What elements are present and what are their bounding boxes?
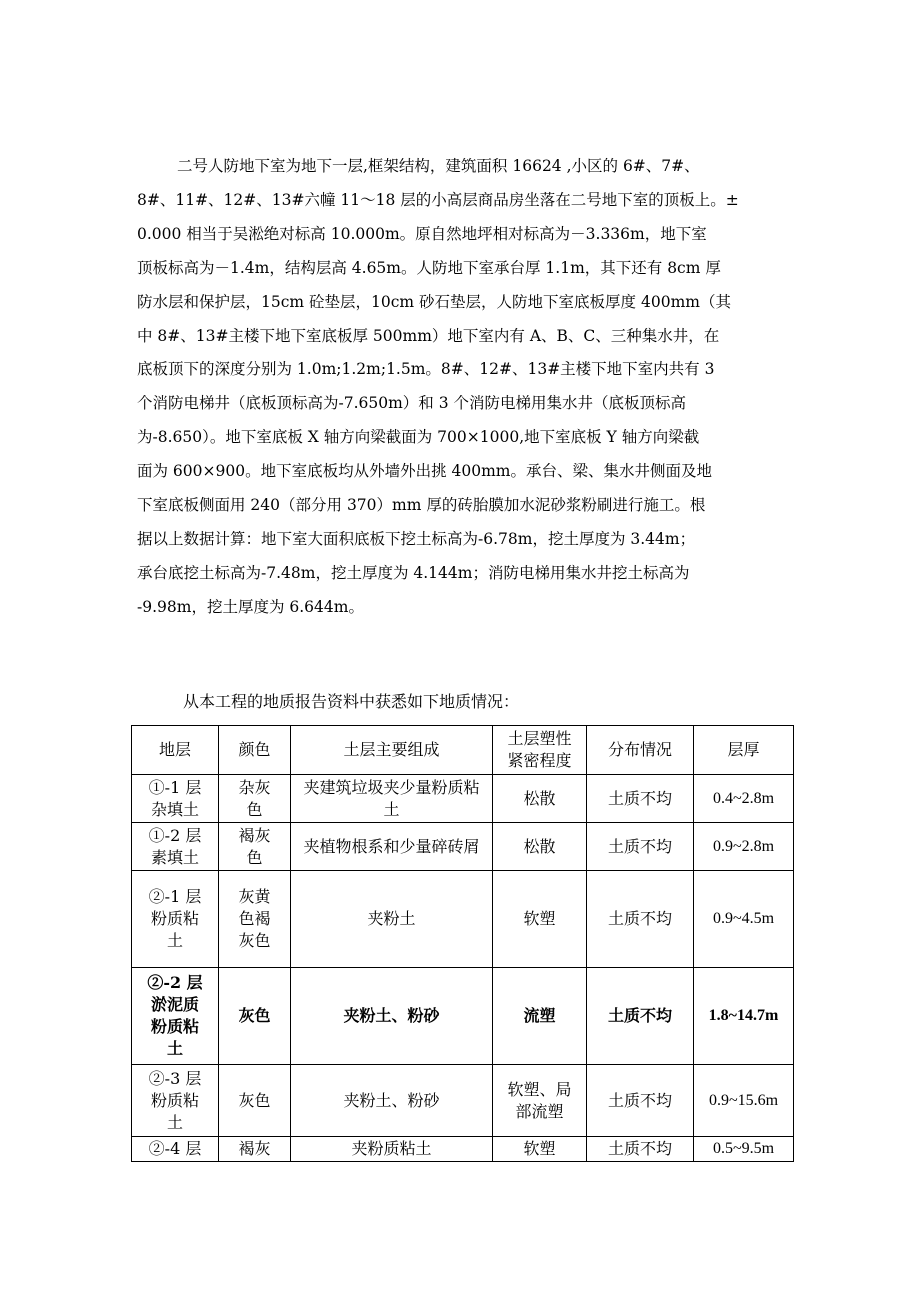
- paragraph-line: 为-8.650）。地下室底板 X 轴方向梁截面为 700×1000,地下室底板 Y 轴方向梁截: [137, 428, 700, 447]
- paragraph-line: 承台底挖土标高为-7.48m，挖土厚度为 4.144m；消防电梯用集水井挖土标高为: [137, 563, 690, 582]
- header-density: 土层塑性紧密程度: [493, 726, 587, 775]
- cell-density: 软塑: [493, 1137, 587, 1162]
- cell-density: 软塑、局部流塑: [493, 1065, 587, 1137]
- cell-layer: ①-2 层素填土: [132, 823, 219, 871]
- paragraph-line: 下室底板侧面用 240（部分用 370）mm 厚的砖胎膜加水泥砂浆粉刷进行施工。根: [137, 496, 706, 515]
- cell-color: 灰黄色褐灰色: [219, 871, 291, 968]
- cell-color: 褐灰色: [219, 823, 291, 871]
- cell-distribution: 土质不均: [587, 823, 694, 871]
- table-intro: 从本工程的地质报告资料中获悉如下地质情况：: [183, 692, 520, 711]
- cell-density: 松散: [493, 775, 587, 823]
- paragraph-line: 底板顶下的深度分别为 1.0m;1.2m;1.5m。8#、12#、13#主楼下地下室内共有 3: [137, 360, 715, 379]
- paragraph-line: 8#、11#、12#、13#六幢 11～18 层的小高层商品房坐落在二号地下室的顶板上。±: [137, 190, 739, 209]
- table-row: [132, 775, 794, 823]
- paragraph-line: 顶板标高为－1.4m，结构层高 4.65m。人防地下室承台厚 1.1m，其下还有 8cm 厚: [137, 258, 721, 277]
- paragraph-line: 防水层和保护层，15cm 砼垫层，10cm 砂石垫层，人防地下室底板厚度 400mm（其: [137, 292, 731, 311]
- cell-thickness: 1.8~14.7m: [694, 968, 794, 1065]
- cell-thickness: 0.9~2.8m: [694, 823, 794, 871]
- cell-composition: 夹粉土、粉砂: [291, 1065, 493, 1137]
- cell-color: 灰色: [219, 968, 291, 1065]
- cell-distribution: 土质不均: [587, 1137, 694, 1162]
- cell-distribution: 土质不均: [587, 968, 694, 1065]
- table-row: [132, 1065, 794, 1137]
- cell-composition: 夹植物根系和少量碎砖屑: [291, 823, 493, 871]
- cell-density: 流塑: [493, 968, 587, 1065]
- header-distribution: 分布情况: [587, 726, 694, 775]
- cell-thickness: 0.4~2.8m: [694, 775, 794, 823]
- cell-distribution: 土质不均: [587, 775, 694, 823]
- cell-distribution: 土质不均: [587, 871, 694, 968]
- cell-density: 软塑: [493, 871, 587, 968]
- cell-thickness: 0.9~15.6m: [694, 1065, 794, 1137]
- paragraph-line: -9.98m，挖土厚度为 6.644m。: [137, 597, 364, 616]
- cell-composition: 夹建筑垃圾夹少量粉质粘土: [291, 775, 493, 823]
- geology-table: [131, 725, 794, 1162]
- cell-layer: ②-1 层粉质粘土: [132, 871, 219, 968]
- paragraph-line: 二号人防地下室为地下一层,框架结构，建筑面积 16624 ,小区的 6#、7#、: [177, 157, 700, 175]
- cell-distribution: 土质不均: [587, 1065, 694, 1137]
- cell-thickness: 0.5~9.5m: [694, 1137, 794, 1162]
- cell-layer: ②-4 层: [132, 1137, 219, 1162]
- cell-layer: ②-3 层粉质粘土: [132, 1065, 219, 1137]
- cell-density: 松散: [493, 823, 587, 871]
- cell-color: 褐灰: [219, 1137, 291, 1162]
- cell-color: 灰色: [219, 1065, 291, 1137]
- paragraph-line: 个消防电梯井（底板顶标高为-7.650m）和 3 个消防电梯用集水井（底板顶标高: [137, 394, 687, 413]
- cell-composition: 夹粉土、粉砂: [291, 968, 493, 1065]
- table-row: [132, 823, 794, 871]
- header-composition: 土层主要组成: [291, 726, 493, 775]
- table-row: [132, 1137, 794, 1162]
- header-layer: 地层: [132, 726, 219, 775]
- paragraph-line: 中 8#、13#主楼下地下室底板厚 500mm）地下室内有 A、B、C、三种集水井，在: [137, 326, 720, 345]
- paragraph-line: 据以上数据计算：地下室大面积底板下挖土标高为-6.78m，挖土厚度为 3.44m；: [137, 529, 696, 548]
- cell-layer: ②-2 层淤泥质粉质粘土: [132, 968, 219, 1065]
- header-color: 颜色: [219, 726, 291, 775]
- cell-layer: ①-1 层杂填土: [132, 775, 219, 823]
- paragraph-line: 0.000 相当于吴淞绝对标高 10.000m。原自然地坪相对标高为－3.336m，地下室: [137, 224, 707, 243]
- table-row: [132, 968, 794, 1065]
- cell-thickness: 0.9~4.5m: [694, 871, 794, 968]
- table-row: [132, 871, 794, 968]
- table-header-row: [132, 726, 794, 775]
- paragraph-line: 面为 600×900。地下室底板均从外墙外出挑 400mm。承台、梁、集水井侧面及地: [137, 462, 712, 481]
- cell-composition: 夹粉质粘土: [291, 1137, 493, 1162]
- cell-color: 杂灰色: [219, 775, 291, 823]
- body-paragraph: [137, 150, 787, 625]
- header-thickness: 层厚: [694, 726, 794, 775]
- cell-composition: 夹粉土: [291, 871, 493, 968]
